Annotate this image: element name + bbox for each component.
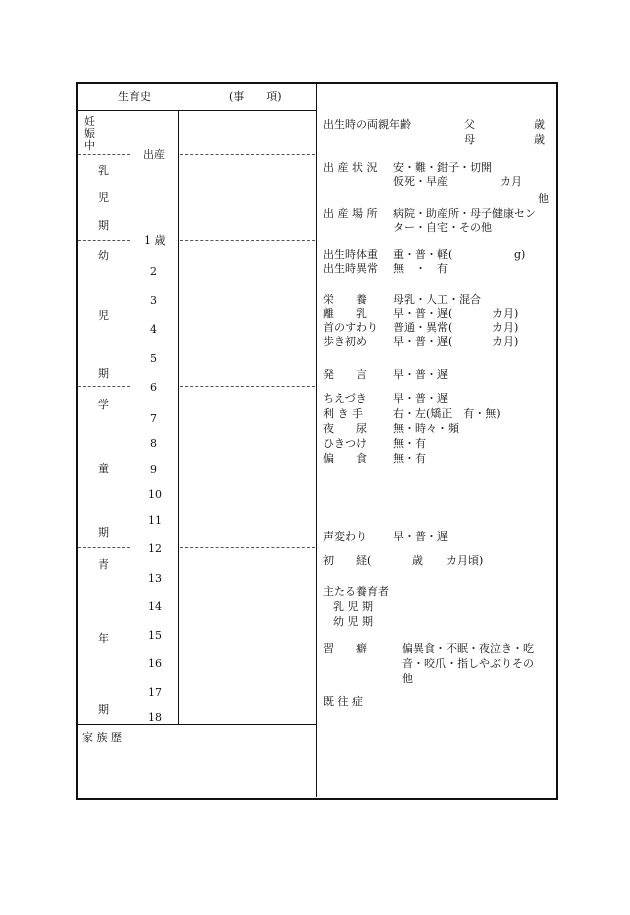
past-illness-label: 既 往 症 <box>323 695 363 708</box>
age-label: 2 <box>150 265 157 278</box>
neck-control-unit: カ月) <box>492 321 519 334</box>
growth-history-heading: 生育史 <box>118 90 151 103</box>
stage-school-age-char: 期 <box>98 526 109 539</box>
age-birth: 出産 <box>143 148 165 161</box>
walking-label: 歩き初め <box>323 335 367 348</box>
age-label: 7 <box>150 412 157 425</box>
stage-pregnancy-char: 娠 <box>84 127 95 140</box>
age-label: 9 <box>150 463 157 476</box>
father-age-unit: 歳 <box>534 118 545 131</box>
caregiver-early-childhood: 幼 児 期 <box>333 615 373 628</box>
age-label: 14 <box>148 600 162 613</box>
birth-weight-label: 出生時体重 <box>323 248 378 261</box>
stage-pregnancy-char: 妊 <box>84 115 95 128</box>
mother-age-unit: 歳 <box>534 133 545 146</box>
birth-anomaly-label: 出生時異常 <box>323 262 378 275</box>
habits-options-3: 他 <box>402 672 413 685</box>
age-label: 16 <box>148 657 162 670</box>
parents-age-label: 出生時の両親年齢 <box>323 118 411 131</box>
stage-early-childhood-char: 幼 <box>98 249 109 262</box>
family-history-rule <box>77 724 316 725</box>
matter-heading: (事 項) <box>229 90 282 103</box>
stage-school-age-char: 学 <box>98 398 109 411</box>
handedness-options: 右・左(矯正 有・無) <box>393 407 501 420</box>
stage-separator-6-right <box>180 386 315 387</box>
age-label: 6 <box>150 381 157 394</box>
stage-separator-1-right <box>180 240 315 241</box>
nutrition-options: 母乳・人工・混合 <box>393 293 481 306</box>
stage-infancy-char: 乳 <box>98 164 109 177</box>
birth-weight-options: 重・普・軽( <box>393 248 453 261</box>
stage-adolescence-char: 青 <box>98 558 109 571</box>
stage-separator-12-left <box>78 547 130 548</box>
age-label: 17 <box>148 686 162 699</box>
menarche-month-unit: カ月頃) <box>446 554 484 567</box>
habits-options: 偏異食・不眠・夜泣き・吃 <box>402 642 534 655</box>
stage-early-childhood-char: 児 <box>98 309 109 322</box>
menarche-age-unit: 歳 <box>412 554 423 567</box>
premature-months-unit: カ月 <box>500 175 522 188</box>
birth-anomaly-options: 無 ・ 有 <box>393 262 448 275</box>
birth-status-label: 出 産 状 況 <box>323 161 378 174</box>
habits-label: 習 癖 <box>323 642 367 655</box>
birth-weight-unit: g) <box>514 248 526 261</box>
stage-separator-1-left <box>78 240 130 241</box>
picky-eating-label: 偏 食 <box>323 452 367 465</box>
caregiver-infancy: 乳 児 期 <box>333 600 373 613</box>
birth-status-options-2: 仮死・早産 <box>393 175 448 188</box>
walking-options: 早・普・遅( <box>393 335 453 348</box>
mother-label: 母 <box>464 133 475 146</box>
age-label: 4 <box>150 323 157 336</box>
weaning-unit: カ月) <box>492 307 519 320</box>
neck-control-options: 普通・異常( <box>393 321 453 334</box>
birth-place-label: 出 産 場 所 <box>323 207 378 220</box>
speech-options: 早・普・遅 <box>393 368 448 381</box>
age-label: 11 <box>148 514 162 527</box>
neck-control-label: 首のすわり <box>323 321 378 334</box>
convulsions-options: 無・有 <box>393 437 426 450</box>
age-label: 3 <box>150 294 157 307</box>
right-column-divider <box>316 83 317 797</box>
caregiver-label: 主たる養育者 <box>323 585 389 598</box>
menarche-label: 初 経( <box>323 554 372 567</box>
nutrition-label: 栄 養 <box>323 293 367 306</box>
convulsions-label: ひきつけ <box>323 437 367 450</box>
bedwetting-label: 夜 尿 <box>323 422 367 435</box>
stage-separator-birth-left <box>78 154 130 155</box>
stage-early-childhood-char: 期 <box>98 367 109 380</box>
stage-infancy-char: 期 <box>98 219 109 232</box>
bedwetting-options: 無・時々・頻 <box>393 422 459 435</box>
stage-infancy-char: 児 <box>98 191 109 204</box>
age-label: 18 <box>148 711 162 724</box>
age-label: 5 <box>150 352 157 365</box>
notes-column-divider <box>178 110 179 724</box>
age-label: 12 <box>148 542 162 555</box>
teething-options: 早・普・遅 <box>393 392 448 405</box>
age-label: 1 歳 <box>144 234 166 247</box>
family-history-label: 家 族 歴 <box>82 731 122 744</box>
stage-separator-6-left <box>78 386 130 387</box>
habits-options-2: 音・咬爪・指しやぶりその <box>402 657 534 670</box>
age-label: 15 <box>148 629 162 642</box>
stage-adolescence-char: 年 <box>98 632 109 645</box>
age-label: 10 <box>148 488 162 501</box>
age-label: 13 <box>148 572 162 585</box>
weaning-options: 早・普・遅( <box>393 307 453 320</box>
father-label: 父 <box>464 118 475 131</box>
voice-change-options: 早・普・遅 <box>393 530 448 543</box>
handedness-label: 利 き 手 <box>323 407 363 420</box>
birth-status-options: 安・難・鉗子・切開 <box>393 161 492 174</box>
stage-school-age-char: 童 <box>98 462 109 475</box>
speech-label: 発 言 <box>323 368 367 381</box>
stage-adolescence-char: 期 <box>98 703 109 716</box>
age-label: 8 <box>150 437 157 450</box>
walking-unit: カ月) <box>492 335 519 348</box>
header-rule <box>77 110 316 111</box>
birth-place-options-2: ター・自宅・その他 <box>393 221 492 234</box>
voice-change-label: 声変わり <box>323 530 367 543</box>
birth-status-other: 他 <box>538 192 549 205</box>
picky-eating-options: 無・有 <box>393 452 426 465</box>
teething-label: ちえづき <box>323 392 367 405</box>
birth-place-options: 病院・助産所・母子健康セン <box>393 207 536 220</box>
stage-separator-birth-right <box>180 154 315 155</box>
stage-separator-12-right <box>180 547 315 548</box>
stage-pregnancy-char: 中 <box>84 139 95 152</box>
weaning-label: 離 乳 <box>323 307 367 320</box>
